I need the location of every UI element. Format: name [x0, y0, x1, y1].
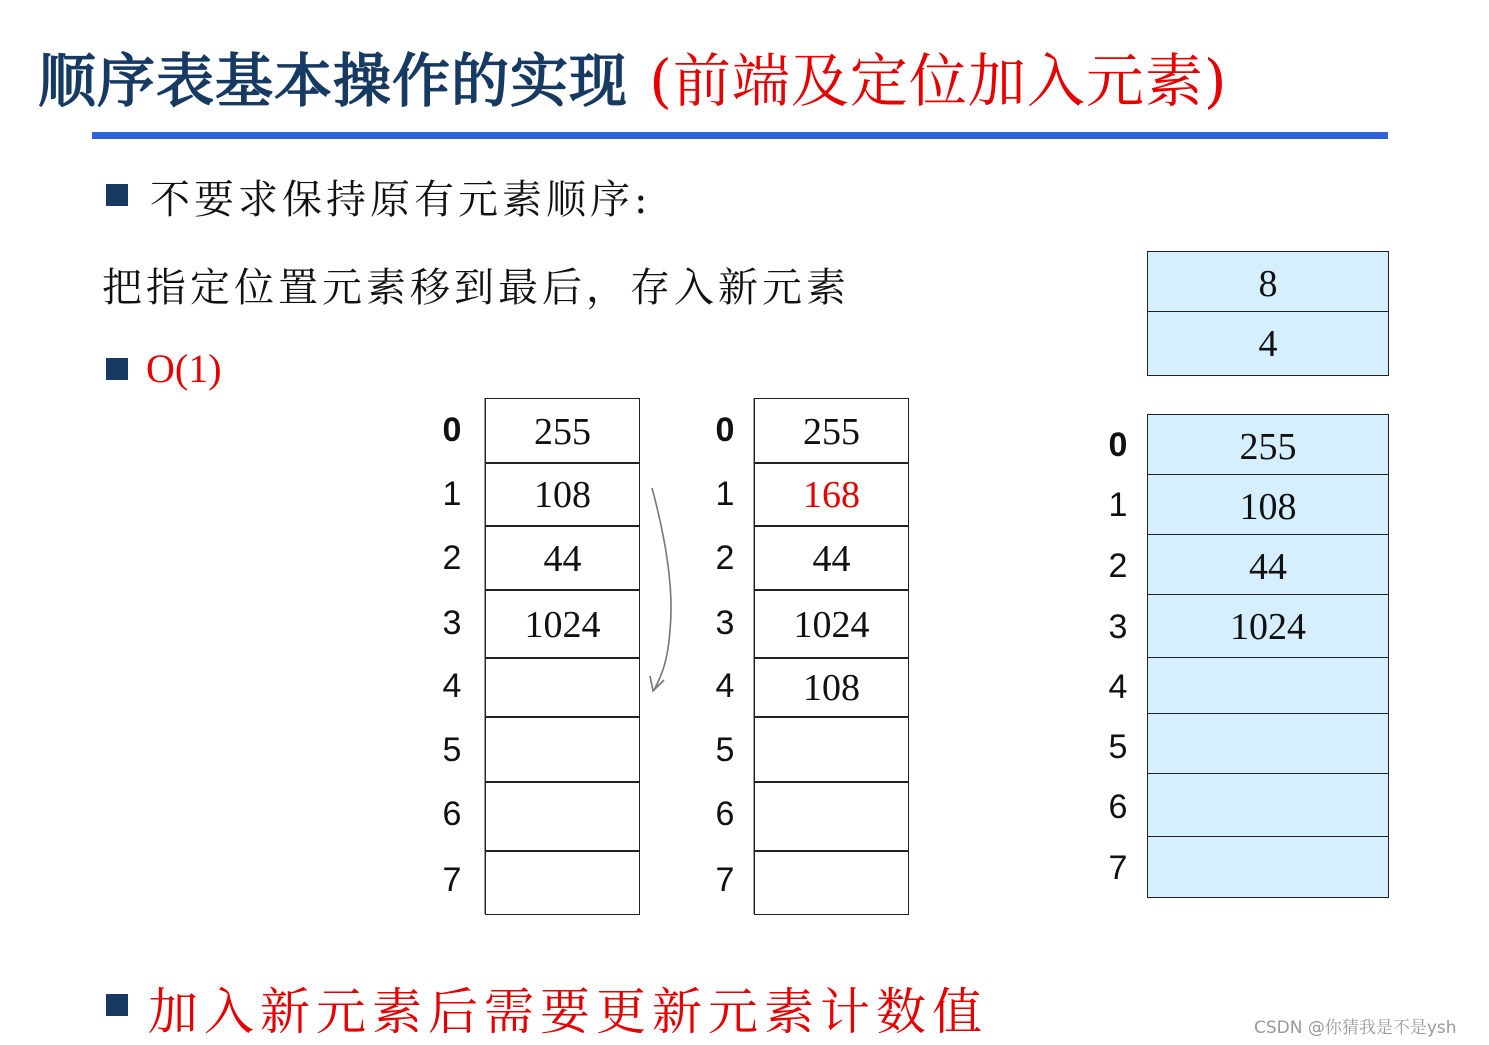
count-cell: 4	[1147, 311, 1389, 376]
index-label: 7	[715, 861, 735, 899]
array-cell: 44	[1147, 534, 1389, 596]
array-cell: 1024	[485, 589, 640, 659]
array-cell-moved-element: 108	[754, 657, 909, 718]
array-cell	[754, 781, 909, 852]
array-cell: 44	[754, 525, 909, 591]
page-title	[38, 34, 1227, 114]
array-cell	[485, 781, 640, 852]
array-cell: 1024	[754, 589, 909, 659]
bullet-detail-1: 把指定位置元素移到最后，存入新元素	[102, 265, 850, 311]
array-cell	[1147, 657, 1389, 715]
index-label: 1	[715, 475, 735, 513]
bullet-text-complexity: O(1)	[146, 346, 222, 391]
array-before	[430, 398, 642, 918]
index-label: 4	[1108, 668, 1128, 706]
title-subtitle: (前端及定位加入元素)	[649, 47, 1228, 115]
index-label: 6	[442, 795, 462, 833]
bullet-square-icon	[106, 994, 128, 1016]
capacity-cell: 8	[1147, 251, 1389, 313]
index-label: 3	[1108, 608, 1128, 646]
array-cell	[1147, 713, 1389, 775]
array-cell	[485, 716, 640, 783]
array-cell: 44	[485, 525, 640, 591]
index-label: 2	[1108, 547, 1128, 585]
index-label: 5	[442, 731, 462, 769]
index-label: 0	[442, 411, 462, 449]
index-label: 6	[1108, 788, 1128, 826]
index-label: 1	[442, 475, 462, 513]
title-divider	[92, 132, 1388, 139]
bullet-square-icon	[106, 358, 128, 380]
move-arrow-icon	[640, 480, 680, 700]
array-cell	[754, 850, 909, 915]
index-label: 2	[715, 539, 735, 577]
index-label: 5	[715, 731, 735, 769]
array-cell	[485, 657, 640, 718]
array-cell: 108	[485, 462, 640, 527]
array-after	[705, 398, 911, 918]
bullet-square-icon	[106, 184, 128, 206]
array-cell	[1147, 836, 1389, 898]
index-label: 0	[1108, 426, 1128, 464]
index-label: 3	[442, 604, 462, 642]
array-right	[1095, 414, 1391, 900]
array-cell: 255	[754, 398, 909, 464]
array-cell	[754, 716, 909, 783]
index-label: 0	[715, 411, 735, 449]
array-cell	[485, 850, 640, 915]
index-label: 5	[1108, 728, 1128, 766]
index-label: 1	[1108, 486, 1128, 524]
index-label: 7	[442, 861, 462, 899]
bullet-text-3: 加入新元素后需要更新元素计数值	[148, 983, 988, 1041]
index-label: 2	[442, 539, 462, 577]
index-label: 4	[715, 667, 735, 705]
index-label: 7	[1108, 849, 1128, 887]
bullet-text-1: 不要求保持原有元素顺序:	[150, 177, 652, 223]
array-cell-new-element: 168	[754, 462, 909, 527]
table-header-box	[1147, 251, 1390, 377]
array-cell	[1147, 773, 1389, 838]
index-label: 3	[715, 604, 735, 642]
array-cell: 108	[1147, 474, 1389, 536]
array-cell: 255	[1147, 414, 1389, 476]
index-label: 6	[715, 795, 735, 833]
watermark: CSDN @你猜我是不是ysh	[1254, 1018, 1457, 1038]
array-cell: 1024	[1147, 594, 1389, 659]
title-main: 顺序表基本操作的实现	[38, 47, 629, 115]
array-cell: 255	[485, 398, 640, 464]
index-label: 4	[442, 667, 462, 705]
